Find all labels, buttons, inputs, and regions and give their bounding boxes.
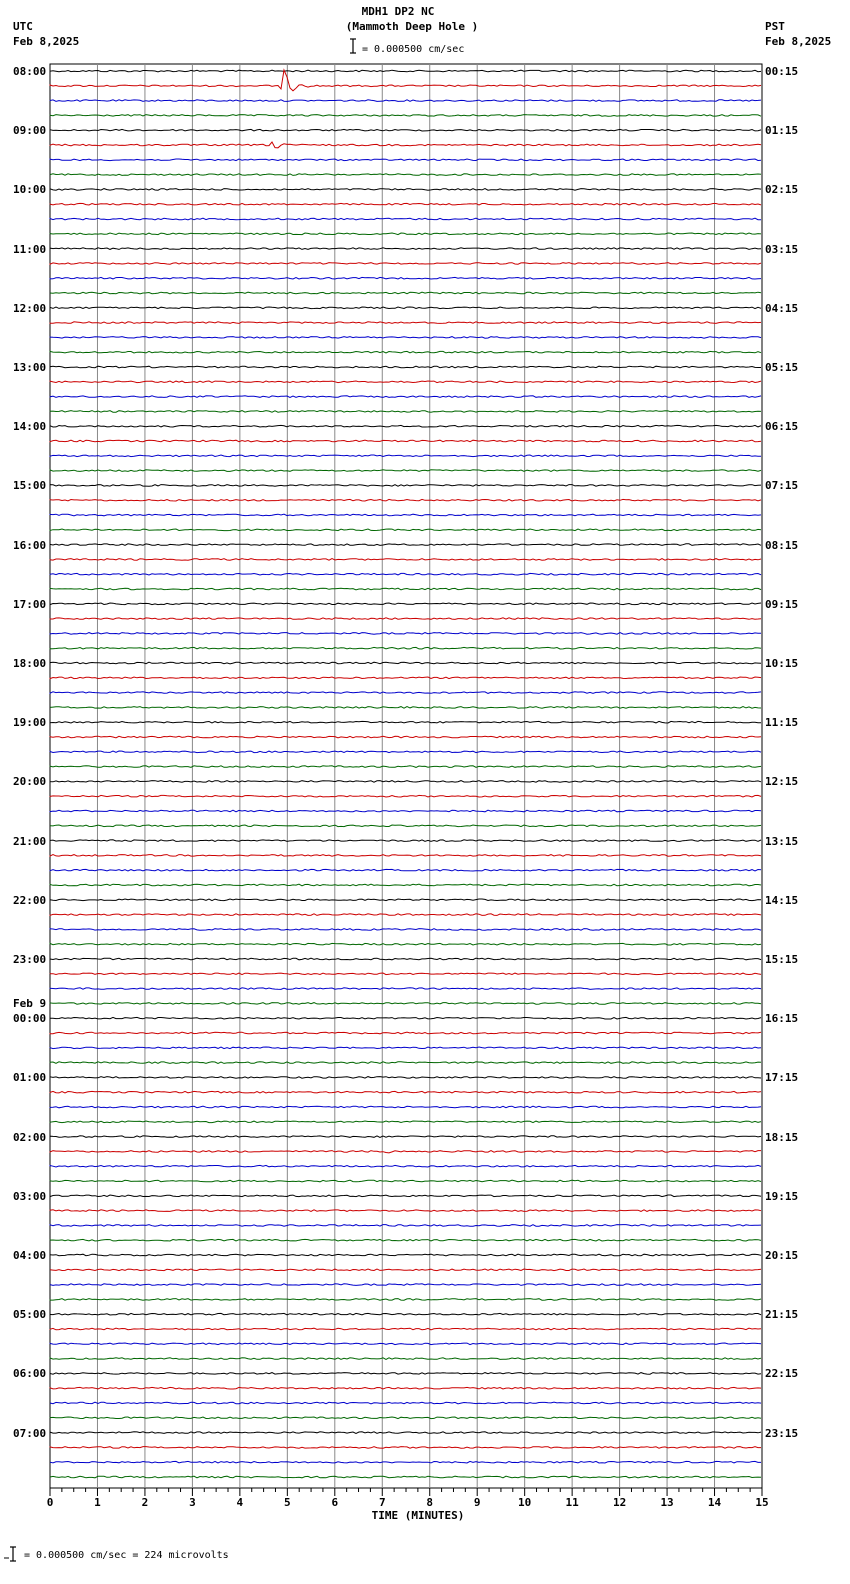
x-tick-label: 7 bbox=[378, 1496, 386, 1509]
trace-line bbox=[50, 307, 761, 309]
x-tick-label: 6 bbox=[331, 1496, 339, 1509]
pst-hour-label: 20:15 bbox=[765, 1249, 799, 1262]
trace-line bbox=[50, 1136, 761, 1138]
utc-hour-label: 21:00 bbox=[13, 834, 47, 848]
trace-line bbox=[50, 810, 761, 812]
trace-line bbox=[50, 1432, 761, 1434]
pst-hour-label: 15:15 bbox=[765, 953, 799, 966]
pst-hour-label: 02:15 bbox=[765, 183, 799, 197]
pst-hour-label: 00:15 bbox=[765, 65, 799, 78]
x-tick-label: 11 bbox=[565, 1496, 579, 1509]
pst-hour-label: 11:15 bbox=[765, 716, 799, 730]
trace-line bbox=[50, 899, 761, 901]
trace-line bbox=[50, 1299, 761, 1301]
trace-line bbox=[50, 159, 761, 161]
trace-line bbox=[50, 100, 761, 102]
utc-hour-label: 04:00 bbox=[13, 1249, 47, 1262]
trace-line bbox=[50, 1461, 761, 1463]
trace-line bbox=[50, 263, 761, 265]
pst-hour-label: 03:15 bbox=[765, 242, 799, 256]
x-tick-label: 4 bbox=[236, 1496, 244, 1509]
utc-hour-label: 11:00 bbox=[13, 242, 47, 256]
trace-line bbox=[50, 973, 761, 975]
trace-line bbox=[50, 869, 761, 871]
x-tick-label: 9 bbox=[473, 1496, 481, 1509]
utc-hour-label: 22:00 bbox=[13, 893, 47, 907]
trace-line bbox=[50, 1151, 761, 1153]
pst-hour-label: 21:15 bbox=[765, 1308, 799, 1322]
utc-hour-label: 17:00 bbox=[13, 597, 47, 611]
trace-line bbox=[50, 633, 761, 635]
pst-hour-label: 05:15 bbox=[765, 361, 799, 374]
x-tick-label: 0 bbox=[46, 1496, 54, 1509]
x-axis-label: TIME (MINUTES) bbox=[371, 1509, 465, 1522]
trace-line bbox=[50, 840, 761, 842]
trace-line bbox=[50, 233, 761, 235]
footer-scale-bar-icon bbox=[2, 1546, 16, 1563]
x-tick-label: 2 bbox=[141, 1496, 149, 1509]
utc-hour-label: 05:00 bbox=[13, 1308, 47, 1322]
trace-line bbox=[50, 70, 761, 91]
pst-hour-label: 18:15 bbox=[765, 1130, 799, 1144]
trace-line bbox=[50, 514, 761, 516]
pst-hour-label: 04:15 bbox=[765, 301, 799, 315]
station-location: (Mammoth Deep Hole ) bbox=[345, 20, 479, 33]
trace-line bbox=[50, 425, 761, 427]
trace-line bbox=[50, 795, 761, 797]
x-tick-label: 13 bbox=[660, 1496, 674, 1509]
x-tick-label: 5 bbox=[284, 1496, 291, 1509]
trace-line bbox=[50, 189, 761, 191]
trace-line bbox=[50, 559, 761, 561]
utc-hour-label: 06:00 bbox=[13, 1367, 47, 1381]
x-tick-label: 10 bbox=[518, 1496, 532, 1509]
trace-line bbox=[50, 1476, 761, 1478]
trace-line bbox=[50, 825, 761, 827]
utc-hour-label: 00:00 bbox=[13, 1012, 47, 1026]
trace-line bbox=[50, 174, 761, 176]
trace-line bbox=[50, 1106, 761, 1108]
trace-line bbox=[50, 1402, 761, 1404]
x-tick-label: 15 bbox=[755, 1496, 769, 1509]
utc-hour-label: 14:00 bbox=[13, 420, 47, 434]
trace-line bbox=[50, 1358, 761, 1360]
pst-hour-label: 14:15 bbox=[765, 893, 799, 907]
trace-line bbox=[50, 1447, 761, 1449]
trace-line bbox=[50, 218, 761, 220]
footer-scale-text: = 0.000500 cm/sec = 224 microvolts bbox=[24, 1550, 229, 1561]
trace-line bbox=[50, 381, 761, 383]
trace-line bbox=[50, 884, 761, 886]
pst-hour-label: 10:15 bbox=[765, 657, 799, 670]
trace-line bbox=[50, 129, 761, 131]
utc-hour-label: 18:00 bbox=[13, 657, 47, 670]
trace-line bbox=[50, 1017, 761, 1019]
utc-hour-label: 16:00 bbox=[13, 538, 47, 552]
trace-line bbox=[50, 662, 761, 664]
pst-hour-label: 22:15 bbox=[765, 1367, 799, 1381]
trace-line bbox=[50, 115, 761, 117]
station-title: MDH1 DP2 NC bbox=[361, 5, 435, 18]
pst-hour-label: 07:15 bbox=[765, 479, 799, 493]
trace-line bbox=[50, 1210, 761, 1212]
trace-line bbox=[50, 736, 761, 738]
trace-line bbox=[50, 1239, 761, 1241]
trace-line bbox=[50, 988, 761, 990]
trace-line bbox=[50, 1121, 761, 1123]
trace-line bbox=[50, 455, 761, 457]
trace-line bbox=[50, 70, 761, 72]
trace-line bbox=[50, 647, 761, 649]
trace-line bbox=[50, 292, 761, 294]
trace-line bbox=[50, 943, 761, 945]
trace-line bbox=[50, 855, 761, 857]
trace-line bbox=[50, 1269, 761, 1271]
trace-line bbox=[50, 1284, 761, 1286]
date-change-label: Feb 9 bbox=[13, 997, 47, 1011]
trace-line bbox=[50, 366, 761, 368]
trace-line bbox=[50, 142, 761, 148]
pst-hour-label: 23:15 bbox=[765, 1426, 799, 1440]
utc-hour-label: 15:00 bbox=[13, 479, 47, 493]
trace-line bbox=[50, 766, 761, 768]
trace-line bbox=[50, 1062, 761, 1064]
utc-hour-label: 08:00 bbox=[13, 65, 47, 78]
trace-line bbox=[50, 1328, 761, 1330]
trace-line bbox=[50, 618, 761, 620]
trace-line bbox=[50, 277, 761, 279]
scale-text: = 0.000500 cm/sec bbox=[362, 44, 465, 55]
trace-line bbox=[50, 721, 761, 723]
trace-line bbox=[50, 1387, 761, 1389]
trace-line bbox=[50, 692, 761, 694]
right-date: Feb 8,2025 bbox=[765, 35, 832, 48]
trace-line bbox=[50, 603, 761, 605]
pst-hour-label: 01:15 bbox=[765, 124, 799, 138]
x-tick-label: 8 bbox=[426, 1496, 434, 1509]
trace-line bbox=[50, 1254, 761, 1256]
trace-line bbox=[50, 677, 761, 679]
trace-line bbox=[50, 707, 761, 709]
utc-hour-label: 01:00 bbox=[13, 1071, 47, 1085]
trace-line bbox=[50, 1180, 761, 1182]
right-timezone: PST bbox=[765, 20, 785, 33]
trace-line bbox=[50, 1225, 761, 1227]
trace-line bbox=[50, 588, 761, 590]
pst-hour-label: 12:15 bbox=[765, 775, 799, 789]
left-date: Feb 8,2025 bbox=[13, 35, 80, 48]
trace-line bbox=[50, 929, 761, 931]
trace-line bbox=[50, 1003, 761, 1005]
trace-line bbox=[50, 1077, 761, 1079]
utc-hour-label: 13:00 bbox=[13, 361, 47, 374]
trace-line bbox=[50, 1091, 761, 1093]
trace-line bbox=[50, 781, 761, 783]
utc-hour-label: 23:00 bbox=[13, 953, 47, 966]
x-tick-label: 14 bbox=[707, 1496, 722, 1509]
left-timezone: UTC bbox=[13, 20, 33, 33]
pst-hour-label: 17:15 bbox=[765, 1071, 799, 1085]
utc-hour-label: 10:00 bbox=[13, 183, 47, 197]
trace-line bbox=[50, 1032, 761, 1034]
trace-line bbox=[50, 1165, 761, 1167]
trace-line bbox=[50, 529, 761, 531]
utc-hour-label: 07:00 bbox=[13, 1426, 47, 1440]
trace-line bbox=[50, 573, 761, 575]
trace-line bbox=[50, 751, 761, 753]
scale-bar-icon bbox=[348, 38, 358, 55]
trace-line bbox=[50, 1047, 761, 1049]
utc-hour-label: 19:00 bbox=[13, 716, 47, 730]
pst-hour-label: 13:15 bbox=[765, 834, 799, 848]
trace-line bbox=[50, 322, 761, 324]
trace-line bbox=[50, 203, 761, 205]
trace-line bbox=[50, 1195, 761, 1197]
utc-hour-label: 03:00 bbox=[13, 1189, 47, 1203]
trace-line bbox=[50, 914, 761, 916]
utc-hour-label: 02:00 bbox=[13, 1130, 47, 1144]
trace-line bbox=[50, 470, 761, 472]
trace-line bbox=[50, 337, 761, 339]
trace-line bbox=[50, 544, 761, 546]
trace-line bbox=[50, 1373, 761, 1375]
trace-line bbox=[50, 499, 761, 501]
pst-hour-label: 16:15 bbox=[765, 1012, 799, 1026]
trace-line bbox=[50, 248, 761, 250]
trace-line bbox=[50, 1343, 761, 1345]
pst-hour-label: 06:15 bbox=[765, 420, 799, 434]
utc-hour-label: 09:00 bbox=[13, 124, 47, 138]
x-tick-label: 1 bbox=[94, 1496, 101, 1509]
utc-hour-label: 20:00 bbox=[13, 775, 47, 789]
trace-line bbox=[50, 396, 761, 398]
x-tick-label: 3 bbox=[189, 1496, 196, 1509]
trace-line bbox=[50, 1313, 761, 1315]
trace-line bbox=[50, 958, 761, 960]
trace-line bbox=[50, 411, 761, 413]
pst-hour-label: 08:15 bbox=[765, 538, 799, 552]
pst-hour-label: 09:15 bbox=[765, 597, 799, 611]
trace-line bbox=[50, 1417, 761, 1419]
trace-line bbox=[50, 485, 761, 487]
trace-line bbox=[50, 351, 761, 353]
pst-hour-label: 19:15 bbox=[765, 1189, 799, 1203]
x-tick-label: 12 bbox=[612, 1496, 627, 1509]
trace-line bbox=[50, 440, 761, 442]
utc-hour-label: 12:00 bbox=[13, 301, 47, 315]
